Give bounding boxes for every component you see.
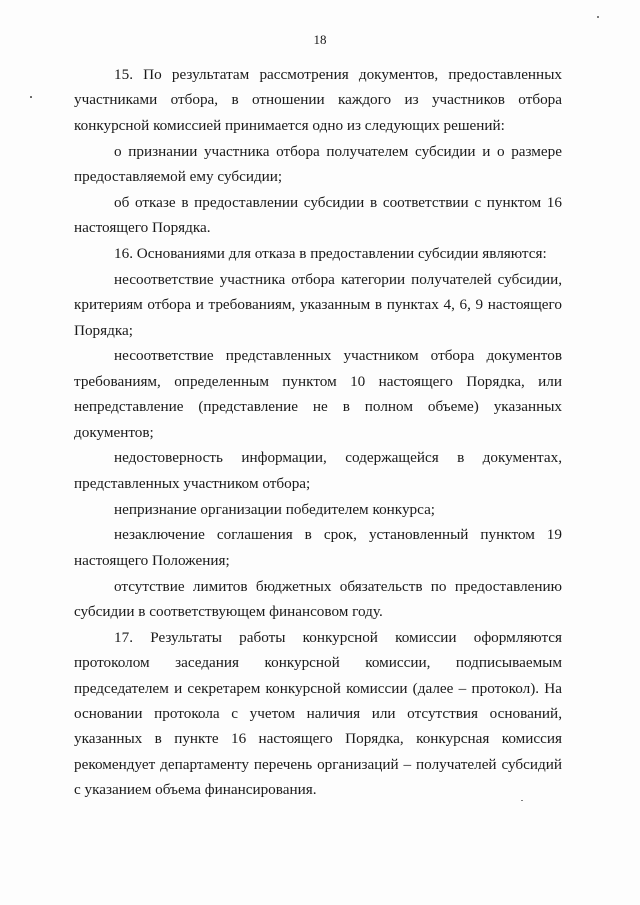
page-number: 18 bbox=[313, 32, 327, 47]
paragraph-16-reason-no-limits: отсутствие лимитов бюджетных обязательств по предоставлению субсидии в соответствующем финансовом году. bbox=[74, 577, 562, 621]
scan-speck bbox=[521, 800, 523, 801]
paragraph-15: 15. По результатам рассмотрения документов, предоставленных участниками отбора, в отношении каждого из участников отбора конкурсной комиссией принимается одно из следующих решений: bbox=[74, 66, 562, 134]
paragraph-15-option-refuse: об отказе в предоставлении субсидии в соответствии с пунктом 16 настоящего Порядка. bbox=[74, 193, 562, 237]
paragraph-15-option-approve: о признании участника отбора получателем субсидии и о размере предоставляемой ему субсидии; bbox=[74, 142, 562, 186]
scan-speck bbox=[30, 96, 32, 98]
paragraph-16: 16. Основаниями для отказа в предоставлении субсидии являются: bbox=[114, 245, 547, 263]
paragraph-16-reason-not-winner: непризнание организации победителем конкурса; bbox=[114, 500, 436, 518]
paragraph-16-reason-category: несоответствие участника отбора категории получателей субсидии, критериям отбора и требованиям, указанным в пунктах 4, 6, 9 настоящего Порядка; bbox=[74, 270, 562, 339]
paragraph-16-reason-unreliable: недостоверность информации, содержащейся в документах, представленных участником отбора; bbox=[74, 449, 562, 492]
paragraph-16-reason-no-agreement: незаключение соглашения в срок, установленный пунктом 19 настоящего Положения; bbox=[74, 526, 562, 569]
document-body bbox=[74, 62, 562, 803]
paragraph-17: 17. Результаты работы конкурсной комиссии оформляются протоколом заседания конкурсной комиссии, подписываемым председателем и секретарем конкурсной комиссии (далее – протокол). На основании протокола с учетом наличия или отсутствия оснований, указанных в пункте 16 настоящего Порядка, конкурсная комиссия рекомендует департаменту перечень организаций – получателей субсидий с указанием объема финансирования. bbox=[74, 628, 562, 799]
scan-speck bbox=[597, 16, 599, 18]
paragraph-16-reason-documents: несоответствие представленных участником отбора документов требованиям, определенным пунктом 10 настоящего Порядка, или непредставление (представление не в полном объеме) указанных документов; bbox=[74, 347, 562, 441]
